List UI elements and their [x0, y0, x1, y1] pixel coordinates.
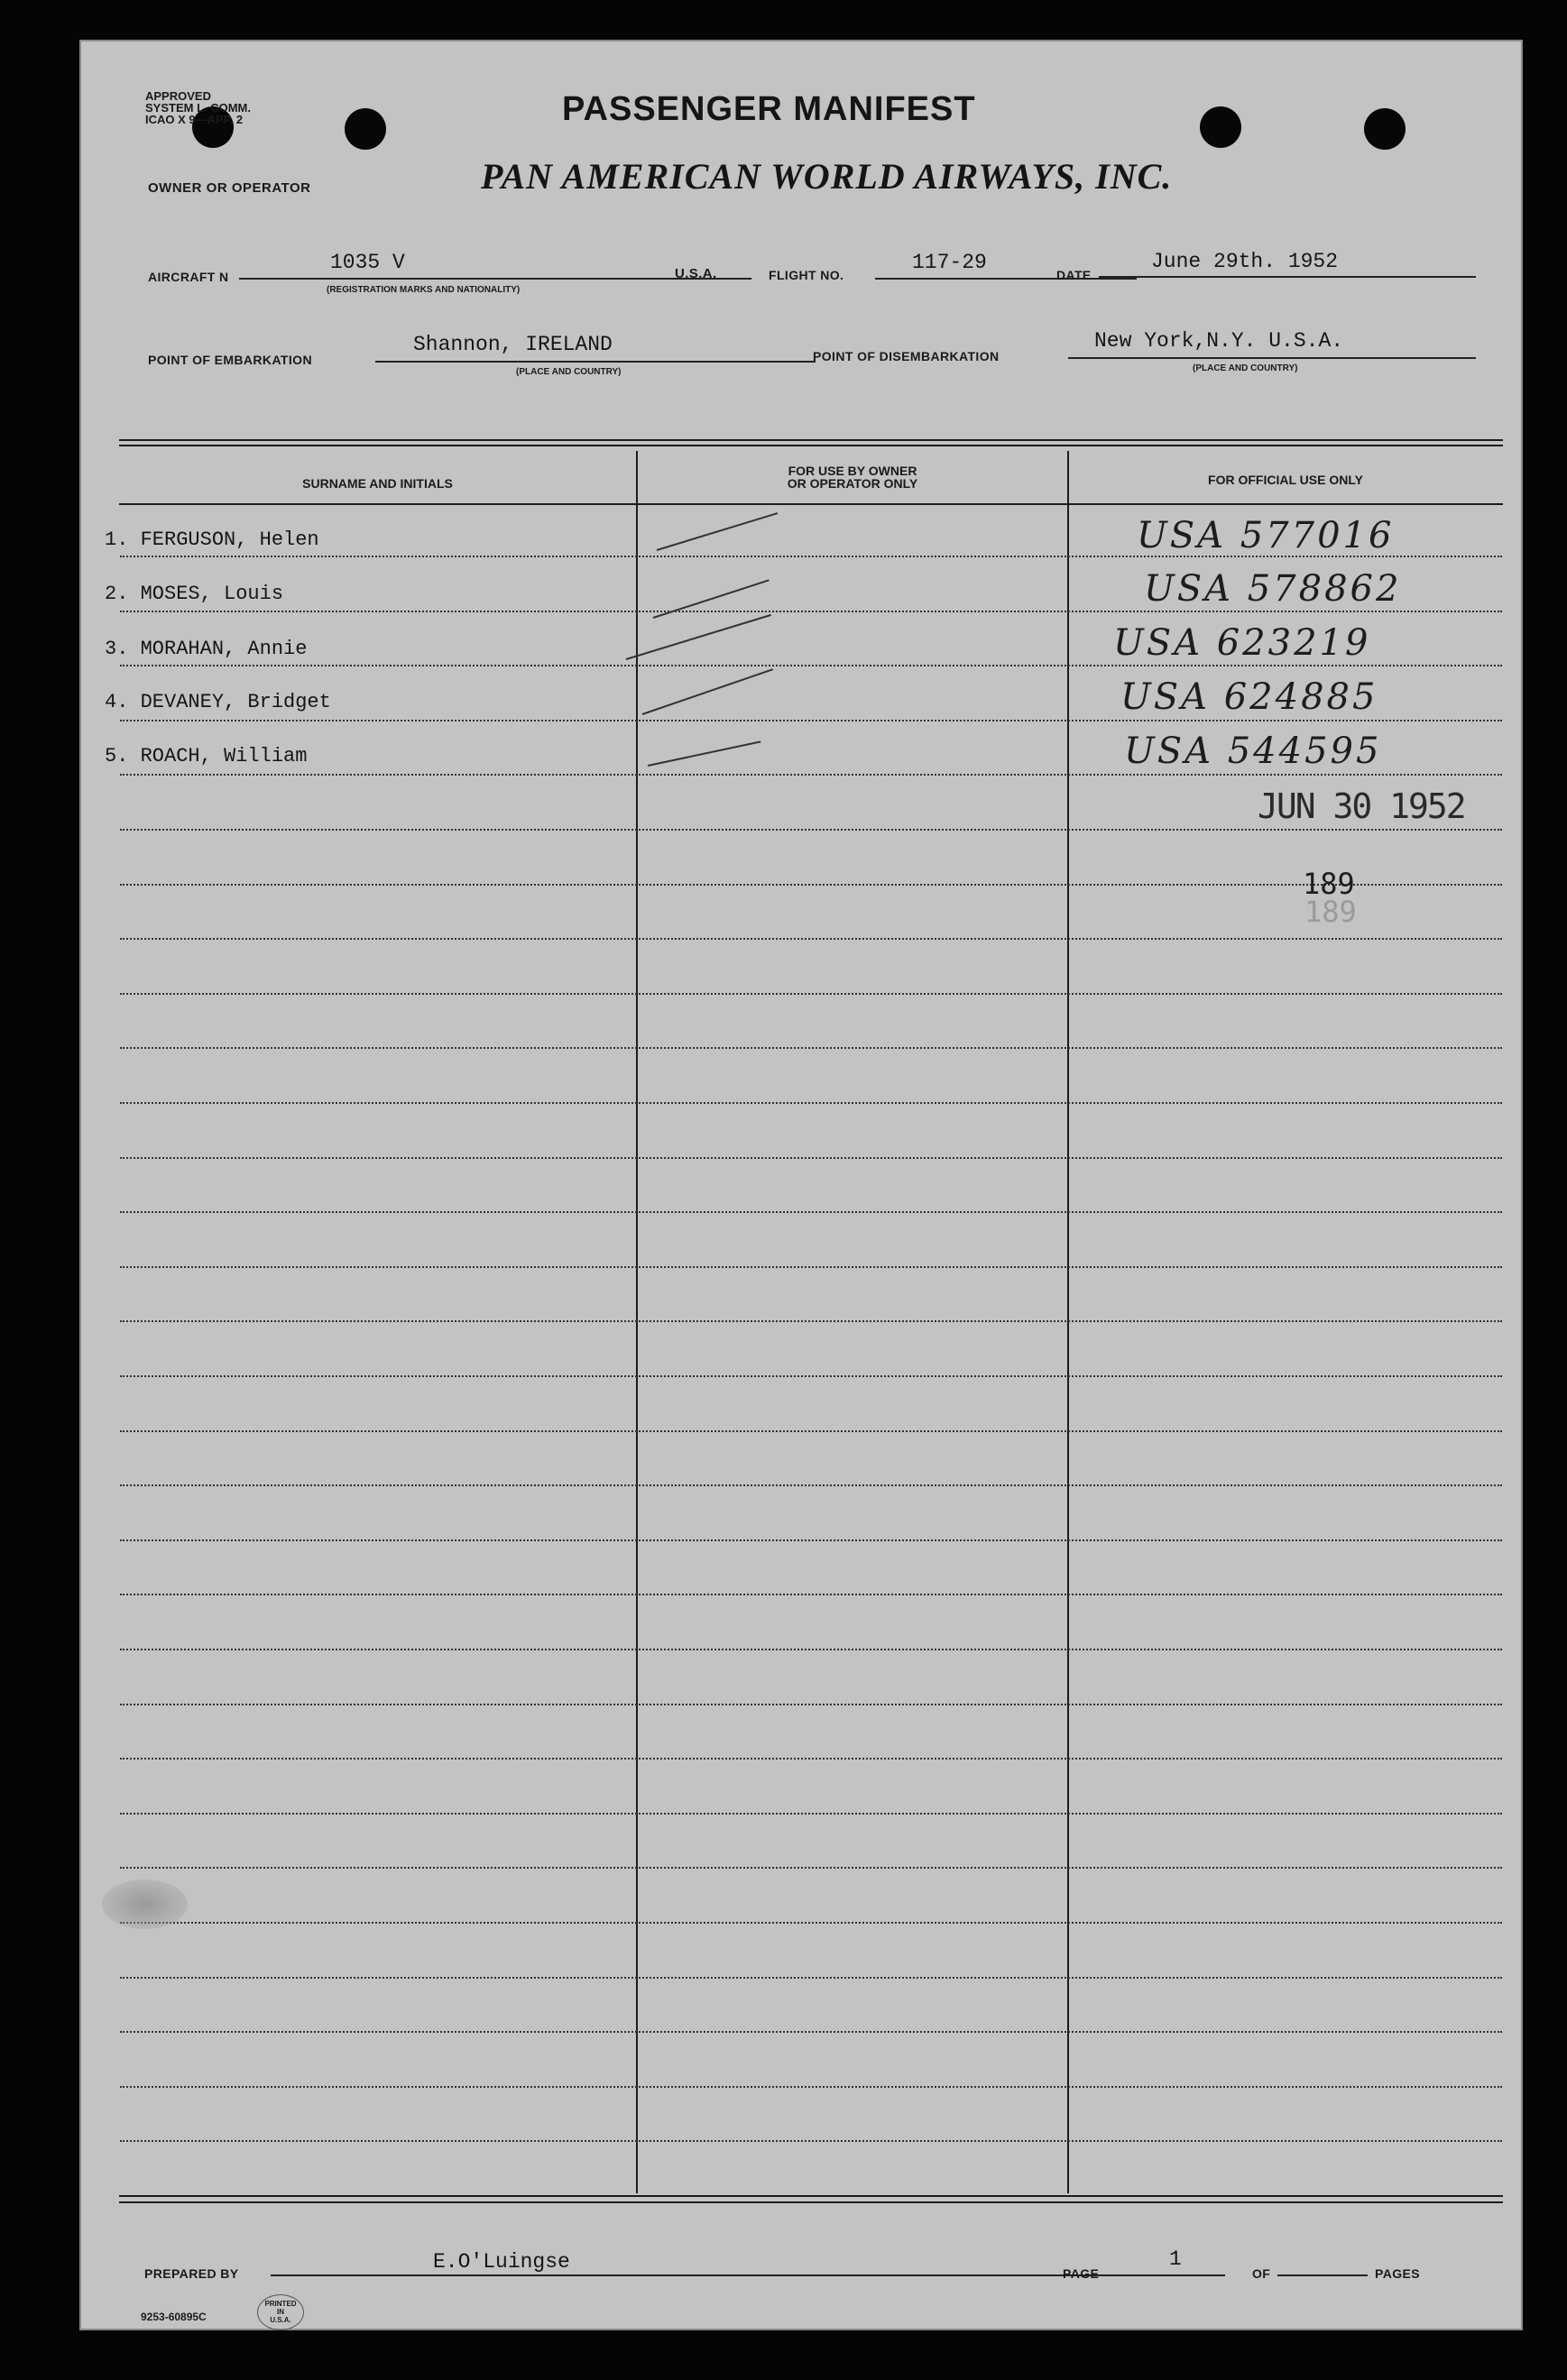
row-rule [120, 2086, 1502, 2088]
date-stamp: JUN 30 1952 [1258, 786, 1465, 826]
row-rule [120, 1102, 1502, 1104]
manifest-sheet [79, 40, 1523, 2330]
place-note: (PLACE AND COUNTRY) [516, 367, 622, 377]
row-rule [120, 1922, 1502, 1924]
prepared-value: E.O'Luingse [433, 2250, 570, 2274]
official-use-column-header: FOR OFFICIAL USE ONLY [1208, 473, 1363, 487]
flight-label: FLIGHT NO. [769, 268, 844, 282]
embarkation-label: POINT OF EMBARKATION [148, 353, 312, 367]
passenger-entry: 4. DEVANEY, Bridget [105, 691, 331, 713]
embarkation-underline [375, 361, 816, 363]
passenger-entry: 5. ROACH, William [105, 745, 308, 767]
of-label: OF [1252, 2266, 1271, 2281]
row-rule [120, 1375, 1502, 1377]
check-mark [626, 614, 771, 660]
official-entry: USA 544595 [1124, 731, 1382, 772]
operator-name: PAN AMERICAN WORLD AIRWAYS, INC. [481, 156, 1173, 197]
form-title: PASSENGER MANIFEST [562, 90, 976, 128]
flight-underline [875, 278, 1137, 280]
usa-label: U.S.A. [675, 266, 717, 281]
punch-hole [345, 108, 386, 150]
row-rule [120, 1320, 1502, 1322]
page-underline [1108, 2274, 1225, 2276]
row-rule [120, 2031, 1502, 2033]
row-rule [120, 1813, 1502, 1815]
check-mark [653, 579, 770, 619]
row-rule [120, 829, 1502, 831]
check-mark [657, 512, 778, 551]
names-column-header: SURNAME AND INITIALS [302, 476, 453, 491]
prepared-label: PREPARED BY [144, 2266, 239, 2281]
page-value: 1 [1169, 2247, 1182, 2271]
row-rule [120, 1211, 1502, 1213]
row-rule [120, 884, 1502, 886]
punch-hole [1200, 106, 1241, 148]
row-rule [120, 1047, 1502, 1049]
stamp-number: 189 [1303, 867, 1355, 901]
row-rule [120, 938, 1502, 940]
row-rule [120, 720, 1502, 721]
printed-in-usa-mark: PRINTED IN U.S.A. [257, 2294, 304, 2330]
page-label: PAGE [1063, 2266, 1100, 2281]
date-label: DATE [1056, 268, 1092, 282]
owner-label: OWNER OR OPERATOR [148, 180, 311, 196]
row-rule [120, 665, 1502, 666]
aircraft-value: 1035 V [330, 251, 405, 274]
of-underline [1277, 2274, 1368, 2276]
pages-label: PAGES [1375, 2266, 1420, 2281]
table-top-rule [119, 445, 1503, 446]
stamp-number-echo: 189 [1304, 895, 1357, 929]
row-rule [120, 1649, 1502, 1650]
prepared-underline [271, 2274, 1137, 2276]
column-divider [636, 451, 638, 2193]
owner-use-column-header: FOR USE BY OWNER OR OPERATOR ONLY [787, 464, 918, 491]
row-rule [120, 774, 1502, 776]
flight-value: 117-29 [912, 251, 987, 274]
registration-note: (REGISTRATION MARKS AND NATIONALITY) [327, 285, 521, 295]
approval-note: APPROVED SYSTEM L. COMM. ICAO X 9—APP. 2 [145, 89, 251, 126]
check-mark [648, 740, 761, 767]
column-divider [1067, 451, 1069, 2193]
place-note: (PLACE AND COUNTRY) [1193, 363, 1298, 373]
header-rule [119, 503, 1503, 505]
punch-hole [1364, 108, 1406, 150]
row-rule [120, 1977, 1502, 1979]
disembarkation-underline [1068, 357, 1476, 359]
row-rule [120, 611, 1502, 612]
row-rule [120, 1867, 1502, 1869]
row-rule [120, 2140, 1502, 2142]
row-rule [120, 1704, 1502, 1705]
table-bottom-rule [119, 2201, 1503, 2203]
smudge-mark [102, 1879, 188, 1929]
check-mark [642, 668, 773, 715]
date-value: June 29th. 1952 [1151, 250, 1339, 273]
table-bottom-rule [119, 2195, 1503, 2197]
row-rule [120, 1758, 1502, 1760]
row-rule [120, 1430, 1502, 1432]
row-rule [120, 1539, 1502, 1541]
official-entry: USA 578862 [1144, 568, 1402, 610]
disembarkation-label: POINT OF DISEMBARKATION [813, 349, 1000, 363]
official-entry: USA 623219 [1113, 622, 1371, 664]
aircraft-label: AIRCRAFT N [148, 270, 229, 284]
passenger-entry: 1. FERGUSON, Helen [105, 528, 319, 551]
row-rule [120, 1484, 1502, 1486]
row-rule [120, 1594, 1502, 1595]
passenger-entry: 2. MOSES, Louis [105, 583, 284, 605]
official-entry: USA 577016 [1137, 515, 1395, 556]
passenger-entry: 3. MORAHAN, Annie [105, 638, 308, 660]
table-top-rule [119, 439, 1503, 441]
date-underline [1099, 276, 1476, 278]
row-rule [120, 1266, 1502, 1268]
official-entry: USA 624885 [1120, 676, 1378, 718]
row-rule [120, 1157, 1502, 1159]
row-rule [120, 993, 1502, 995]
disembarkation-value: New York,N.Y. U.S.A. [1094, 329, 1344, 353]
form-number: 9253-60895C [141, 2311, 207, 2323]
embarkation-value: Shannon, IRELAND [413, 333, 613, 356]
